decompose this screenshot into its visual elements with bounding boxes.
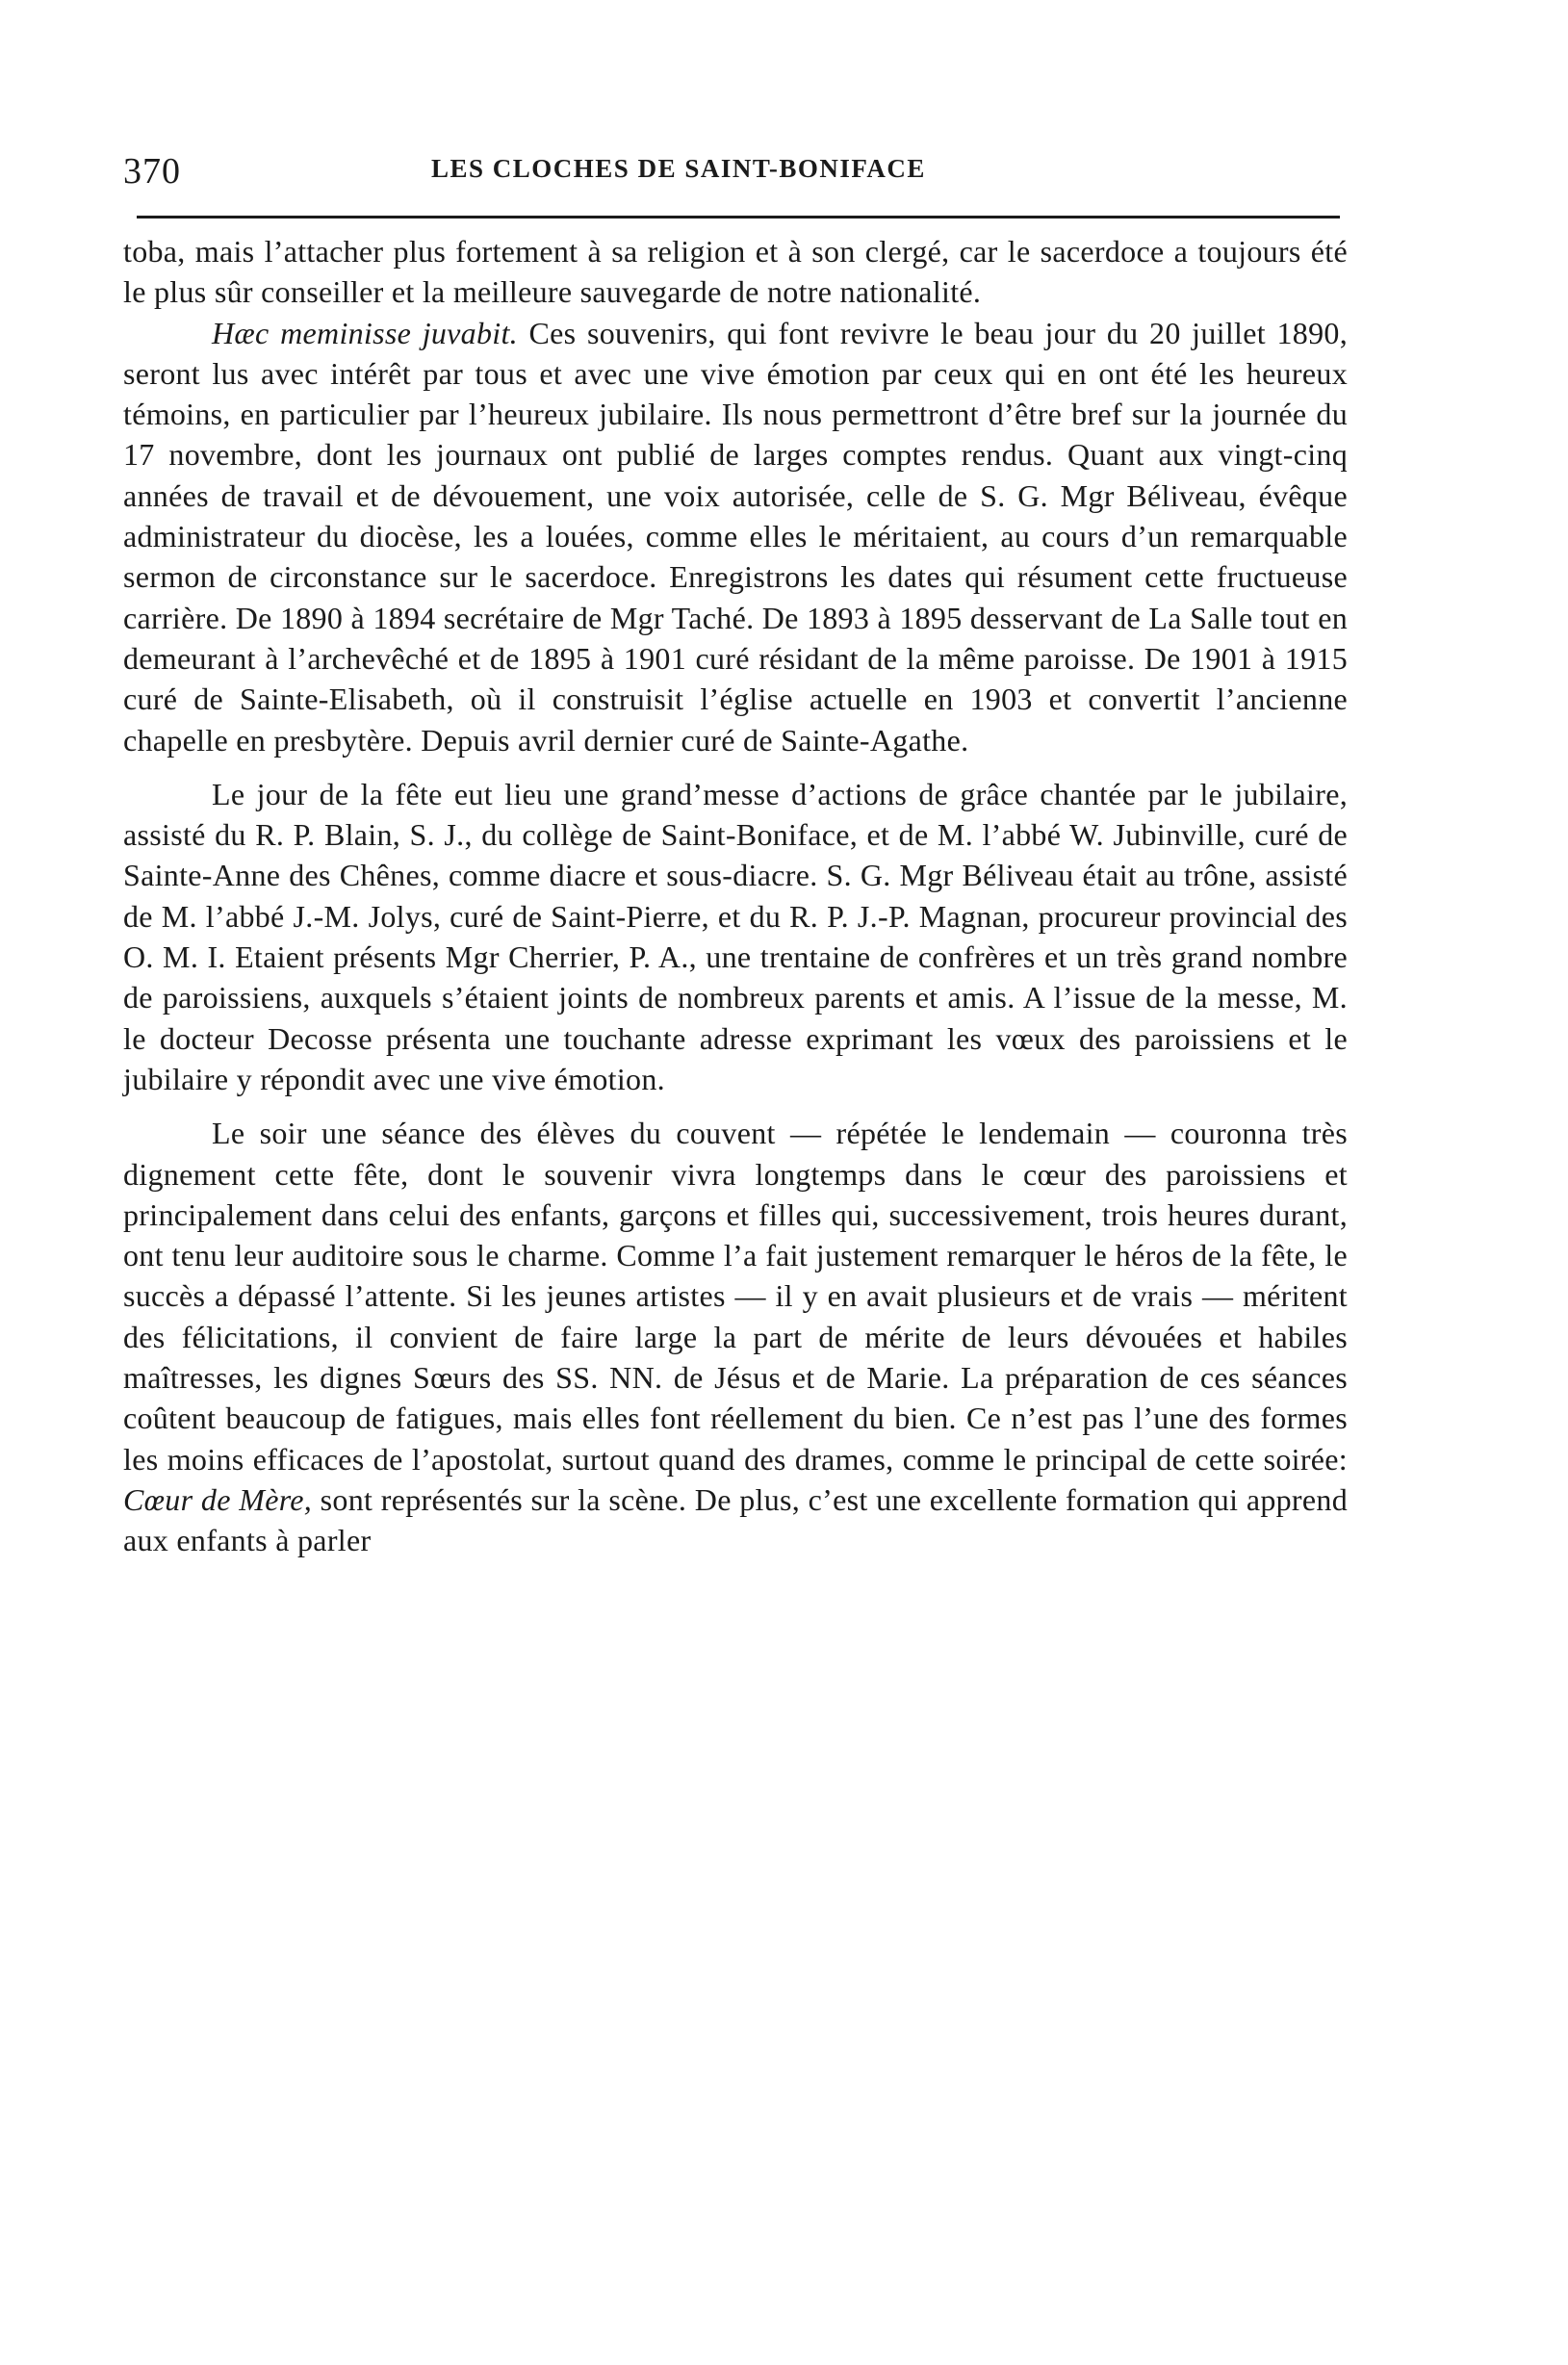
paragraph-2: [123, 313, 1348, 760]
latin-quote: Hæc meminisse juvabit.: [212, 315, 518, 350]
running-title: LES CLOCHES DE SAINT-BONIFACE: [431, 154, 926, 183]
header-rule: [137, 216, 1340, 219]
body-text: [123, 231, 1348, 1561]
paragraph-3-text: Le jour de la fête eut lieu une grand’messe d’actions de grâce chantée par le jubilaire, assisté du R. P. Blain, S. J., du collège de Saint-Boniface, et de M. l’abbé W. Jubinville, curé de Sainte-Anne des Chênes, comme diacre et sous-diacre. S. G. Mgr Béliveau était au trône, assisté de M. l’abbé J.-M. Jolys, curé de Saint-Pierre, et du R. P. J.-P. Magnan, procureur provincial des O. M. I. Etaient présents Mgr Cherrier, P. A., une trentaine de confrères et un très grand nombre de paroissiens, auxquels s’étaient joints de nombreux parents et amis. A l’issue de la messe, M. le docteur Decosse présenta une touchante adresse exprimant les vœux des paroissiens et le jubilaire y répondit avec une vive émotion.: [123, 776, 1348, 1096]
page-number: 370: [123, 151, 181, 192]
paragraph-4-text-end: sont représentés sur la scène. De plus, c’est une excellente formation qui apprend aux enfants à parler: [123, 1481, 1348, 1558]
paragraph-2-text: Ces souvenirs, qui font revivre le beau jour du 20 juillet 1890, seront lus avec intérêt par tous et avec une vive émotion par ceux qui en ont été les heureux témoins, en particulier par l’heureux jubilaire. Ils nous permettront d’être bref sur la journée du 17 novembre, dont les journaux ont publié de larges comptes rendus. Quant aux vingt-cinq années de travail et de dévouement, une voix autorisée, celle de S. G. Mgr Béliveau, évêque administrateur du diocèse, les a louées, comme elles le méritaient, au cours d’un remarquable sermon de circonstance sur le sacerdoce. Enregistrons les dates qui résument cette fructueuse carrière. De 1890 à 1894 secrétaire de Mgr Taché. De 1893 à 1895 desservant de La Salle tout en demeurant à l’archevêché et de 1895 à 1901 curé résidant de la même paroisse. De 1901 à 1915 curé de Sainte-Elisabeth, où il construisit l’église actuelle en 1903 et convertit l’ancienne chapelle en presbytère. Depuis avril dernier curé de Sainte-Agathe.: [123, 315, 1348, 758]
paragraph-1-text: toba, mais l’attacher plus fortement à sa religion et à son clergé, car le sacerdoce a toujours été le plus sûr conseiller et la meilleure sauvegarde de notre nationalité.: [123, 234, 1348, 310]
play-title: Cœur de Mère,: [123, 1481, 313, 1517]
paragraph-4: [123, 1113, 1348, 1560]
paragraph-1: [123, 231, 1348, 313]
paragraph-4-text: Le soir une séance des élèves du couvent — répétée le lendemain — couronna très dignement cette fête, dont le souvenir vivra longtemps dans le cœur des paroissiens et principalement dans celui des enfants, garçons et filles qui, successivement, trois heures durant, ont tenu leur auditoire sous le charme. Comme l’a fait justement remarquer le héros de la fête, le succès a dépassé l’attente. Si les jeunes artistes — il y en avait plusieurs et de vrais — méritent des félicitations, il convient de faire large la part de mérite de leurs dévouées et habiles maîtresses, les dignes Sœurs des SS. NN. de Jésus et de Marie. La préparation de ces séances coûtent beaucoup de fatigues, mais elles font réellement du bien. Ce n’est pas l’une des formes les moins efficaces de l’apostolat, surtout quand des drames, comme le principal de cette soirée:: [123, 1116, 1348, 1477]
page-header: [123, 144, 1346, 202]
paragraph-3: [123, 774, 1348, 1099]
